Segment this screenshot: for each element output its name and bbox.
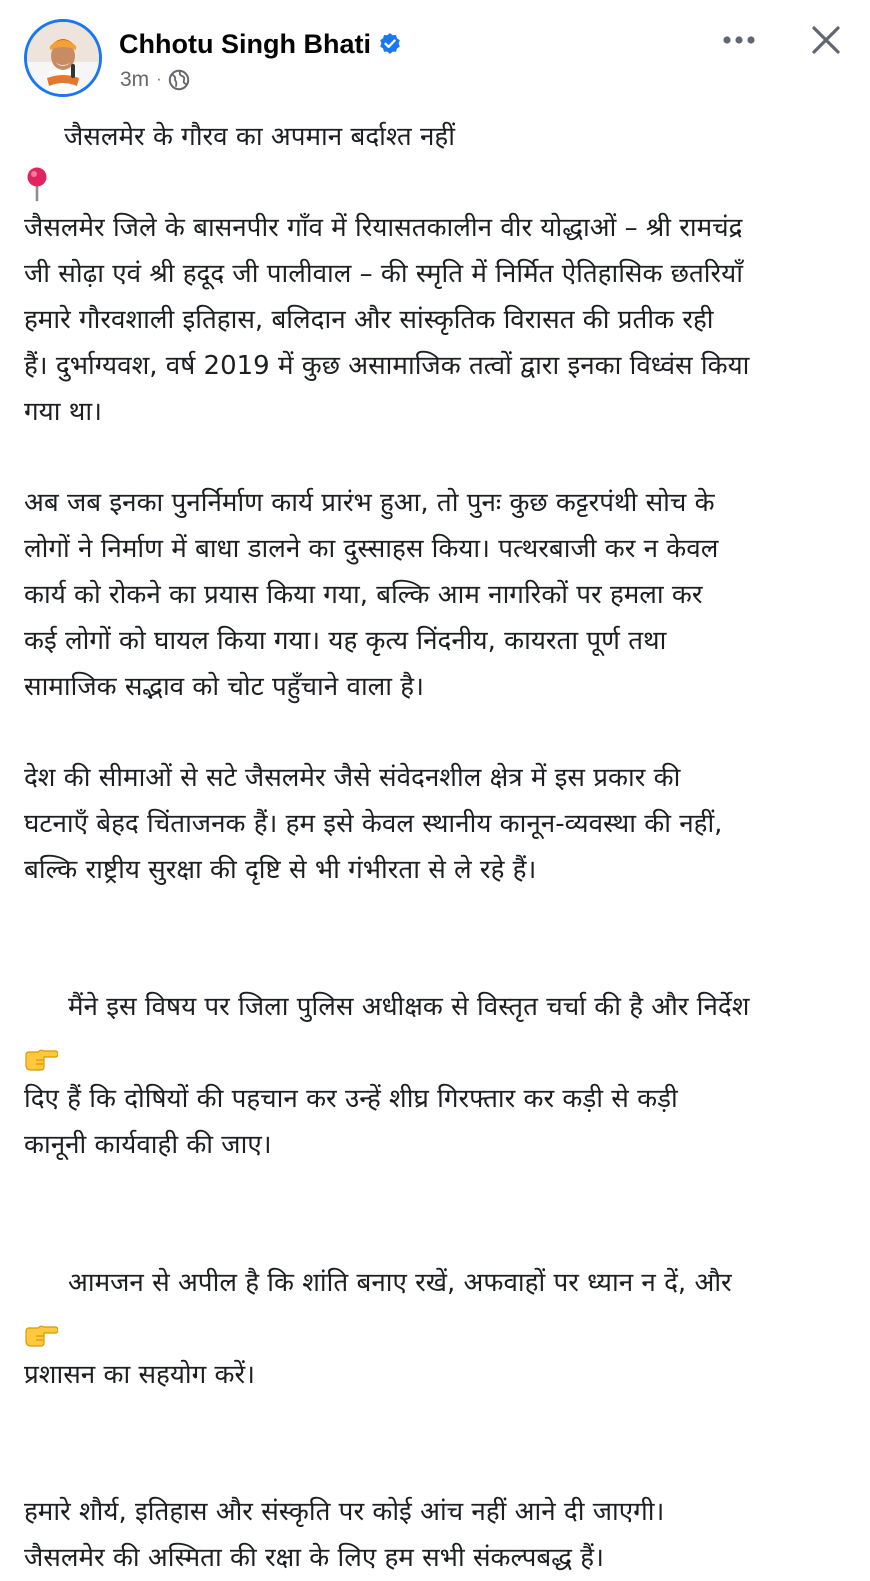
action-point-appeal-first-line <box>24 1260 850 1306</box>
avatar-image <box>27 22 99 94</box>
action-point-police-text-rest: दिए हैं कि दोषियों की पहचान कर उन्हें शीघ्र गिरफ्तार कर कड़ी से कड़ी कानूनी कार्यवाही की जाए। <box>24 1084 678 1160</box>
action-point-police-first-line <box>24 984 850 1030</box>
pointing-hand-icon <box>24 1270 58 1296</box>
author-name[interactable]: Chhotu Singh Bhati <box>119 28 371 59</box>
action-point-appeal-text-rest: प्रशासन का सहयोग करें। <box>24 1360 256 1390</box>
action-point-police <box>24 938 850 1214</box>
paragraph-incident: अब जब इनका पुनर्निर्माण कार्य प्रारंभ हुआ, तो पुनः कुछ कट्टरपंथी सोच के लोगों ने निर्माण में बाधा डालने का दुस्साहस किया। पत्थरबाजी कर न केवल कार्य को रोकने का प्रयास किया गया, बल्कि आम नागरिकों पर हमला कर कई लोगों को घायल किया गया। यह कृत्य निंदनीय, कायरता पूर्ण तथा सामाजिक सद्भाव को चोट पहुँचाने वाला है। <box>24 488 719 702</box>
more-options-button[interactable] <box>718 22 760 58</box>
author-row <box>119 24 402 64</box>
avatar[interactable] <box>24 19 102 97</box>
pointing-hand-icon <box>24 994 58 1020</box>
close-button[interactable] <box>806 20 846 60</box>
post-title: जैसलमेर के गौरव का अपमान बर्दाश्त नहीं <box>64 122 455 152</box>
meta-separator: · <box>156 71 162 88</box>
verified-badge-icon <box>378 32 402 56</box>
post-meta <box>120 64 190 96</box>
more-options-icon <box>722 35 756 45</box>
action-point-police-text-first: मैंने इस विषय पर जिला पुलिस अधीक्षक से विस्तृत चर्चा की है और निर्देश <box>68 992 750 1022</box>
post-title-line <box>24 114 850 160</box>
paragraph-history: जैसलमेर जिले के बासनपीर गाँव में रियासतकालीन वीर योद्धाओं – श्री रामचंद्र जी सोढ़ा एवं श्री हदूद जी पालीवाल – की स्मृति में निर्मित ऐतिहासिक छतरियाँ हमारे गौरवशाली इतिहास, बलिदान और सांस्कृतिक विरासत की प्रतीक रही हैं। दुर्भाग्यवश, वर्ष 2019 में कुछ असामाजिक तत्वों द्वारा इनका विध्वंस किया गया था। <box>24 213 750 427</box>
globe-icon[interactable] <box>168 69 190 91</box>
paragraph-closing: हमारे शौर्य, इतिहास और संस्कृति पर कोई आंच नहीं आने दी जाएगी। जैसलमेर की अस्मिता की रक्षा के लिए हम सभी संकल्पबद्ध हैं। <box>24 1497 665 1573</box>
post-time[interactable]: 3m <box>120 68 150 91</box>
action-point-appeal <box>24 1214 850 1444</box>
post-header <box>0 0 870 110</box>
paragraph-security: देश की सीमाओं से सटे जैसलमेर जैसे संवेदनशील क्षेत्र में इस प्रकार की घटनाएँ बेहद चिंताजनक हैं। हम इसे केवल स्थानीय कानून-व्यवस्था की नहीं, बल्कि राष्ट्रीय सुरक्षा की दृष्टि से भी गंभीरता से ले रहे हैं। <box>24 763 723 885</box>
round-pushpin-icon <box>24 120 50 156</box>
action-point-appeal-text-first: आमजन से अपील है कि शांति बनाए रखें, अफवाहों पर ध्यान न दें, और <box>68 1268 732 1298</box>
close-icon <box>810 24 842 56</box>
post-body <box>24 114 850 1581</box>
